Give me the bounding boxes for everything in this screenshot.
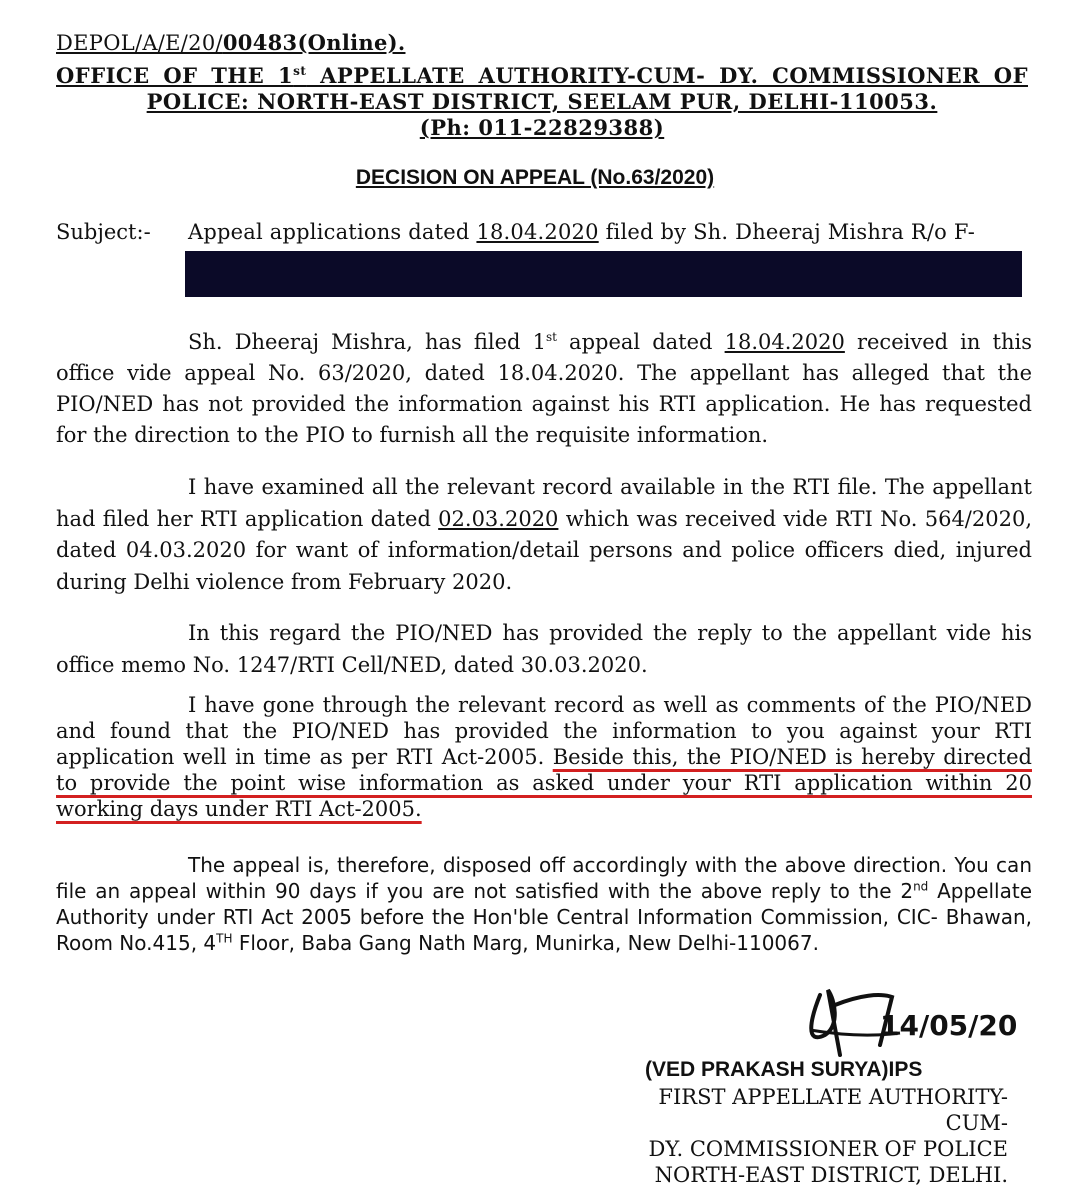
p1-sup: st <box>545 330 557 344</box>
subject-label: Subject:- <box>56 220 151 244</box>
p4-a: I have gone through the relevant record as well as comments of the PIO/NED and found that the PIO/NED has provided the information to you against your RTI application well in time as per RTI Act-2005. <box>56 693 1032 769</box>
paragraph-4 <box>56 692 1032 822</box>
office-line-1-a: OFFICE OF THE 1 <box>56 63 294 88</box>
designation-line-2: DY. COMMISSIONER OF POLICE <box>648 1137 1008 1161</box>
office-line-1-b: APPELLATE AUTHORITY-CUM- DY. COMMISSIONER OF <box>306 63 1028 88</box>
p1-b: appeal dated <box>556 330 725 354</box>
p5-sup-2: TH <box>216 931 233 946</box>
designation-line-3: NORTH-EAST DISTRICT, DELHI. <box>654 1163 1008 1187</box>
signatory-designation <box>598 1084 1038 1188</box>
reference-prefix: DEPOL/A/E/20/ <box>56 31 223 55</box>
reference-id: 00483(Online). <box>222 30 406 55</box>
signatory-name: (VED PRAKASH SURYA)IPS <box>645 1058 923 1081</box>
p5-b: Appellate Authority under RTI Act 2005 before the Hon'ble Central Information Commission, CIC- Bhawan, Room No.415, 4 <box>56 879 1033 955</box>
handwritten-date: 14/05/20 <box>880 1009 1018 1042</box>
subject-date: 18.04.2020 <box>476 220 599 244</box>
office-line-1 <box>56 58 1028 89</box>
p5-sup-1: nd <box>913 879 929 894</box>
office-line-1-sup: st <box>293 64 307 78</box>
p2-a: I have examined all the relevant record available in the RTI file. The appellant had filed her RTI application dated <box>56 475 1032 531</box>
paragraph-1 <box>56 327 1032 451</box>
highlighted-direction: Beside this, the PIO/NED is hereby directed to provide the point wise information as asked under your RTI application within 20 working days under RTI Act-2005. <box>56 745 1032 821</box>
p1-date: 18.04.2020 <box>724 330 845 354</box>
designation-line-1: FIRST APPELLATE AUTHORITY-CUM- <box>658 1085 1008 1135</box>
p5-a: The appeal is, therefore, disposed off accordingly with the above direction. You can file an appeal within 90 days if you are not satisfied with the above reply to the 2 <box>56 853 1032 903</box>
paragraph-3: In this regard the PIO/NED has provided the reply to the appellant vide his office memo No. 1247/RTI Cell/NED, dated 30.03.2020. <box>56 621 1032 677</box>
office-phone: (Ph: 011-22829388) <box>419 115 665 140</box>
p1-c: received in this office vide appeal No. 63/2020, dated 18.04.2020. The appellant has alleged that the PIO/NED has not provided the information against his RTI application. He has requested for the direction to the PIO to furnish all the requisite information. <box>56 330 1032 447</box>
subject-text-a: Appeal applications dated <box>188 220 477 244</box>
p2-b: which was received vide RTI No. 564/2020, dated 04.03.2020 for want of information/detail persons and police officers died, injured during Delhi violence from February 2020. <box>56 506 1032 594</box>
office-heading <box>56 58 1028 141</box>
decision-title: DECISION ON APPEAL (No.63/2020) <box>355 166 715 189</box>
paragraph-2 <box>56 472 1032 598</box>
p5-c: Floor, Baba Gang Nath Marg, Munirka, New Delhi-110067. <box>232 931 819 955</box>
subject-text <box>188 220 1028 244</box>
paragraph-5 <box>56 852 1032 956</box>
subject-text-b: filed by Sh. Dheeraj Mishra R/o F- <box>598 220 976 244</box>
redacted-address-block <box>185 251 1022 297</box>
p2-date: 02.03.2020 <box>438 506 559 531</box>
reference-number <box>56 30 405 55</box>
office-line-2: POLICE: NORTH-EAST DISTRICT, SEELAM PUR, DELHI-110053. <box>146 89 938 114</box>
p1-a: Sh. Dheeraj Mishra, has filed 1 <box>188 330 546 354</box>
